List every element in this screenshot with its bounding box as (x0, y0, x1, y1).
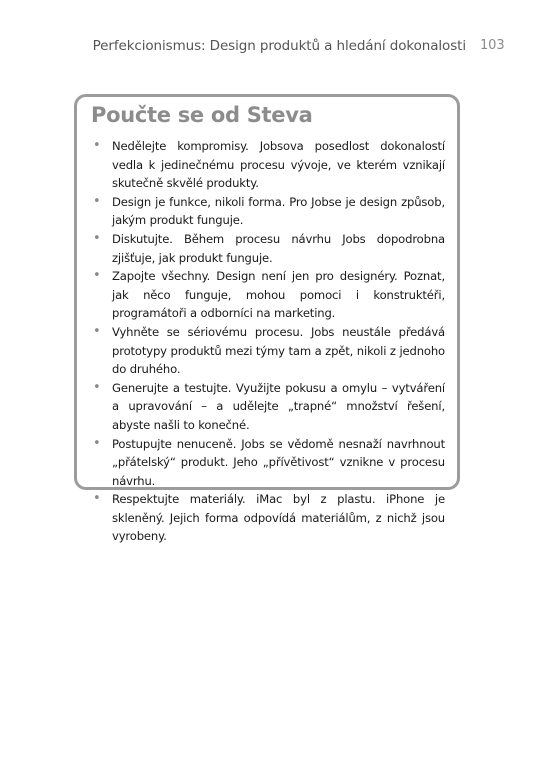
bullet-icon: • (93, 491, 101, 507)
list-item (91, 193, 445, 230)
list-item-text: Design je funkce, nikoli forma. Pro Jobse je design způsob, jakým produkt funguje. (112, 194, 445, 228)
bullet-icon: • (93, 138, 101, 153)
bullet-icon: • (93, 379, 101, 395)
list-item (91, 435, 445, 491)
list-item (91, 137, 445, 193)
bullet-icon: • (93, 435, 101, 451)
list-item (91, 490, 445, 546)
running-header (0, 38, 505, 54)
chapter-title: Perfekcionismus: Design produktů a hledání dokonalosti (92, 38, 466, 54)
list-item (91, 379, 445, 435)
bullet-icon: • (93, 230, 101, 246)
list-item (91, 230, 445, 267)
list-item (91, 323, 445, 379)
bullet-icon: • (93, 323, 101, 339)
bullet-icon: • (93, 268, 101, 284)
bullet-icon: • (93, 193, 101, 209)
sidebar-title: Poučte se od Steva (91, 103, 313, 127)
tips-sidebar-box (74, 94, 460, 544)
list-item-text: Diskutujte. Během procesu návrhu Jobs dopodrobna zjišťuje, jak produkt funguje. (112, 231, 445, 265)
tips-list (91, 137, 445, 546)
list-item-text: Generujte a testujte. Využijte pokusu a omylu – vytváření a upravování – a udělejte „trapné“ množství řešení, abyste našli to konečné. (112, 380, 445, 432)
list-item-text: Nedělejte kompromisy. Jobsova posedlost dokonalostí vedla k jedinečnému procesu vývoje, ve kterém vznikají skutečně skvělé produkty. (112, 139, 445, 191)
list-item-text: Respektujte materiály. iMac byl z plastu. iPhone je skleněný. Jejich forma odpovídá materiálům, z nichž jsou vyrobeny. (112, 492, 445, 544)
list-item-text: Zapojte všechny. Design není jen pro designéry. Poznat, jak něco funguje, mohou pomoci i konstruktéři, programátoři a odborníci na marketing. (112, 269, 445, 321)
list-item (91, 267, 445, 323)
list-item-text: Postupujte nenuceně. Jobs se vědomě nesnaží navrhnout „přátelský“ produkt. Jeho „přívětivost“ vznikne v procesu návrhu. (112, 436, 445, 488)
page-number: 103 (480, 38, 505, 53)
list-item-text: Vyhněte se sériovému procesu. Jobs neustále předává prototypy produktů mezi týmy tam a zpět, nikoli z jednoho do druhého. (112, 324, 445, 377)
